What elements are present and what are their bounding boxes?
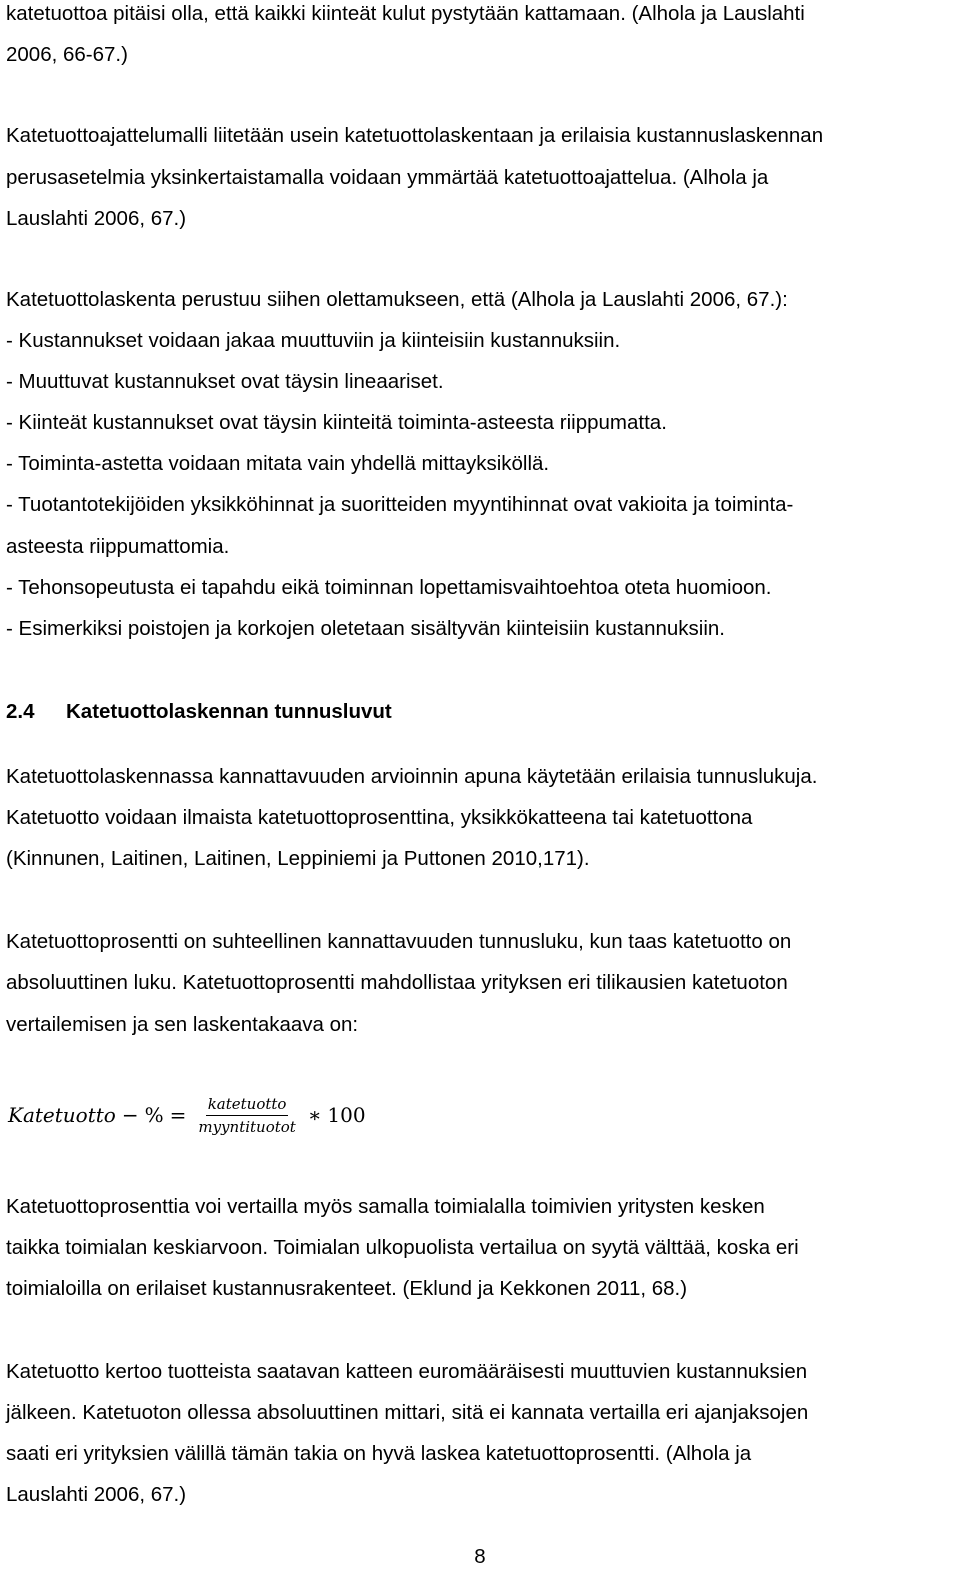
formula-fraction xyxy=(196,1095,297,1136)
text-line: Katetuottolaskennassa kannattavuuden arvioinnin apuna käytetään erilaisia tunnuslukuja. xyxy=(6,765,818,788)
text-line: Katetuottoprosenttia voi vertailla myös samalla toimialalla toimivien yritysten kesken xyxy=(6,1195,765,1218)
text-line: (Kinnunen, Laitinen, Laitinen, Leppiniemi ja Puttonen 2010,171). xyxy=(6,847,590,870)
formula-multiplier: 100 xyxy=(327,1103,366,1127)
formula-times: ∗ xyxy=(307,1103,322,1127)
list-item: - Muuttuvat kustannukset ovat täysin lineaariset. xyxy=(6,370,444,393)
list-item: - Kiinteät kustannukset ovat täysin kiinteitä toiminta-asteesta riippumatta. xyxy=(6,411,667,434)
list-item: - Kustannukset voidaan jakaa muuttuviin ja kiinteisiin kustannuksiin. xyxy=(6,329,621,352)
text-line: Lauslahti 2006, 67.) xyxy=(6,1483,187,1506)
formula-minus: − xyxy=(121,1103,139,1127)
formula xyxy=(8,1090,366,1140)
text-line: Katetuottoprosentti on suhteellinen kannattavuuden tunnusluku, kun taas katetuotto on xyxy=(6,930,792,953)
formula-numerator: katetuotto xyxy=(206,1095,289,1116)
section-title: Katetuottolaskennan tunnusluvut xyxy=(66,700,392,723)
text-line: saati eri yrityksien välillä tämän takia on hyvä laskea katetuottoprosentti. (Alhola ja xyxy=(6,1442,752,1465)
page-number: 8 xyxy=(474,1545,486,1568)
section-number: 2.4 xyxy=(6,700,35,723)
list-item: - Tuotantotekijöiden yksikköhinnat ja suoritteiden myyntihinnat ovat vakioita ja toiminta- xyxy=(6,493,794,516)
list-item: - Esimerkiksi poistojen ja korkojen oletetaan sisältyvän kiinteisiin kustannuksiin. xyxy=(6,617,725,640)
text-line: Katetuottoajattelumalli liitetään usein katetuottolaskentaan ja erilaisia kustannuslaskennan xyxy=(6,124,824,147)
formula-percent: % xyxy=(144,1103,164,1127)
text-line: perusasetelmia yksinkertaistamalla voidaan ymmärtää katetuottoajattelua. (Alhola ja xyxy=(6,166,769,189)
text-line: taikka toimialan keskiarvoon. Toimialan ulkopuolista vertailua on syytä välttää, koska eri xyxy=(6,1236,799,1259)
text-line: vertailemisen ja sen laskentakaava on: xyxy=(6,1013,359,1036)
text-line: Katetuottolaskenta perustuu siihen olettamukseen, että (Alhola ja Lauslahti 2006, 67.): xyxy=(6,288,788,311)
text-line: 2006, 66-67.) xyxy=(6,43,128,66)
text-line: Katetuotto voidaan ilmaista katetuottoprosenttina, yksikkökatteena tai katetuottona xyxy=(6,806,753,829)
formula-equals: = xyxy=(169,1103,187,1127)
formula-denominator: myyntituotot xyxy=(198,1117,296,1136)
text-line: absoluuttinen luku. Katetuottoprosentti mahdollistaa yrityksen eri tilikausien katetuoton xyxy=(6,971,788,994)
text-line: Lauslahti 2006, 67.) xyxy=(6,207,187,230)
list-item: - Toiminta-astetta voidaan mitata vain yhdellä mittayksiköllä. xyxy=(6,452,550,475)
text-line: Katetuotto kertoo tuotteista saatavan katteen euromääräisesti muuttuvien kustannuksien xyxy=(6,1360,808,1383)
section-heading xyxy=(6,700,392,724)
text-line: katetuottoa pitäisi olla, että kaikki kiinteät kulut pystytään kattamaan. (Alhola ja Lauslahti xyxy=(6,2,805,25)
formula-lhs: Katetuotto xyxy=(8,1103,116,1127)
text-line: jälkeen. Katetuoton ollessa absoluuttinen mittari, sitä ei kannata vertailla eri ajanjaksojen xyxy=(6,1401,809,1424)
list-item-continuation: asteesta riippumattomia. xyxy=(6,535,230,558)
text-line: toimialoilla on erilaiset kustannusrakenteet. (Eklund ja Kekkonen 2011, 68.) xyxy=(6,1277,688,1300)
list-item: - Tehonsopeutusta ei tapahdu eikä toiminnan lopettamisvaihtoehtoa oteta huomioon. xyxy=(6,576,772,599)
